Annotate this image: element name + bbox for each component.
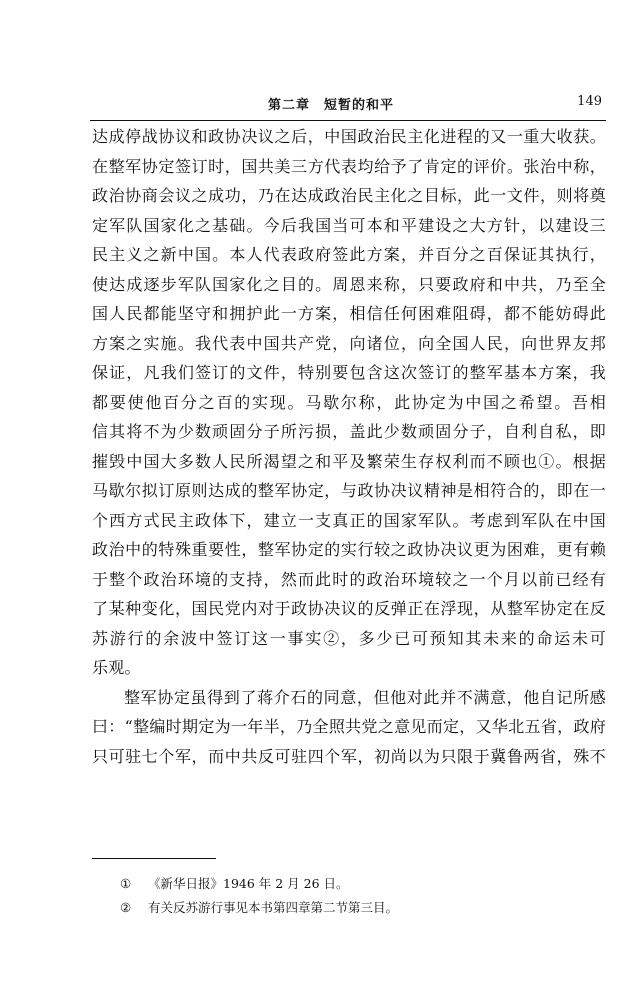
- footnotes: [120, 872, 600, 920]
- text-line: 都要使他百分之百的实现。马歇尔称，此协定为中国之希望。吾相: [92, 392, 606, 412]
- footnote-rule: [92, 858, 216, 859]
- text-line: 个西方式民主政体下，建立一支真正的国家军队。考虑到军队在中国: [92, 510, 606, 530]
- text-line: 在整军协定签订时，国共美三方代表均给予了肯定的评价。张治中称，: [92, 156, 606, 176]
- text-line: 民主义之新中国。本人代表政府签此方案，并百分之百保证其执行，: [92, 245, 606, 264]
- text-line: 只可驻七个军，而中共反可驻四个军，初尚以为只限于冀鲁两省，殊不: [92, 746, 606, 766]
- footnote: [120, 872, 600, 896]
- footnote-mark: ①: [120, 876, 132, 891]
- text-line: 整军协定虽得到了蒋介石的同意，但他对此并不满意，他自记所感: [124, 687, 606, 707]
- text-line: 摧毁中国大多数人民所渴望之和平及繁荣生存权利而不顾也①。根据: [92, 451, 606, 471]
- footnote-mark: ②: [120, 900, 132, 915]
- text-line: 保证，凡我们签订的文件，特别要包含这次签订的整军基本方案，我: [92, 363, 606, 382]
- text-line: 政治协商会议之成功，乃在达成政治民主化之目标，此一文件，则将奠: [92, 186, 606, 205]
- text-line: 政治中的特殊重要性，整军协定的实行较之政协决议更为困难，更有赖: [92, 540, 606, 559]
- text-line: 苏游行的余波中签订这一事实②，多少已可预知其未来的命运未可: [92, 628, 606, 648]
- text-line: 马歇尔拟订原则达成的整军协定，与政协决议精神是相符合的，即在一: [92, 481, 606, 500]
- header-rule: [90, 120, 606, 121]
- footnote: [120, 896, 600, 920]
- text-line: 于整个政治环境的支持，然而此时的政治环境较之一个月以前已经有: [92, 569, 606, 589]
- text-line: 了某种变化，国民党内对于政协决议的反弹正在浮现，从整军协定在反: [92, 599, 606, 618]
- running-header: [90, 92, 610, 116]
- footnote-text: 有关反苏游行事见本书第四章第二节第三目。: [148, 900, 399, 915]
- text-line: 定军队国家化之基础。今后我国当可本和平建设之大方针，以建设三: [92, 215, 606, 235]
- text-line: 国人民都能坚守和拥护此一方案，相信任何困难阻碍，都不能妨碍此: [92, 304, 606, 323]
- text-line: 信其将不为少数顽固分子所污损，盖此少数顽固分子，自利自私，即: [92, 422, 606, 441]
- text-line: 乐观。: [92, 658, 141, 677]
- body-text: [92, 122, 606, 771]
- chapter-title: 第二章 短暂的和平: [268, 98, 395, 113]
- text-line: 方案之实施。我代表中国共产党，向诸位，向全国人民，向世界友邦: [92, 333, 606, 353]
- footnote-text: 《新华日报》1946 年 2 月 26 日。: [148, 876, 349, 891]
- text-line: 达成停战协议和政协决议之后，中国政治民主化进程的又一重大收获。: [92, 127, 606, 146]
- text-line: 使达成逐步军队国家化之目的。周恩来称，只要政府和中共，乃至全: [92, 274, 606, 294]
- text-line: 曰：“整编时期定为一年半，乃全照共党之意见而定，又华北五省，政府: [92, 717, 606, 736]
- page-number: 149: [577, 94, 602, 109]
